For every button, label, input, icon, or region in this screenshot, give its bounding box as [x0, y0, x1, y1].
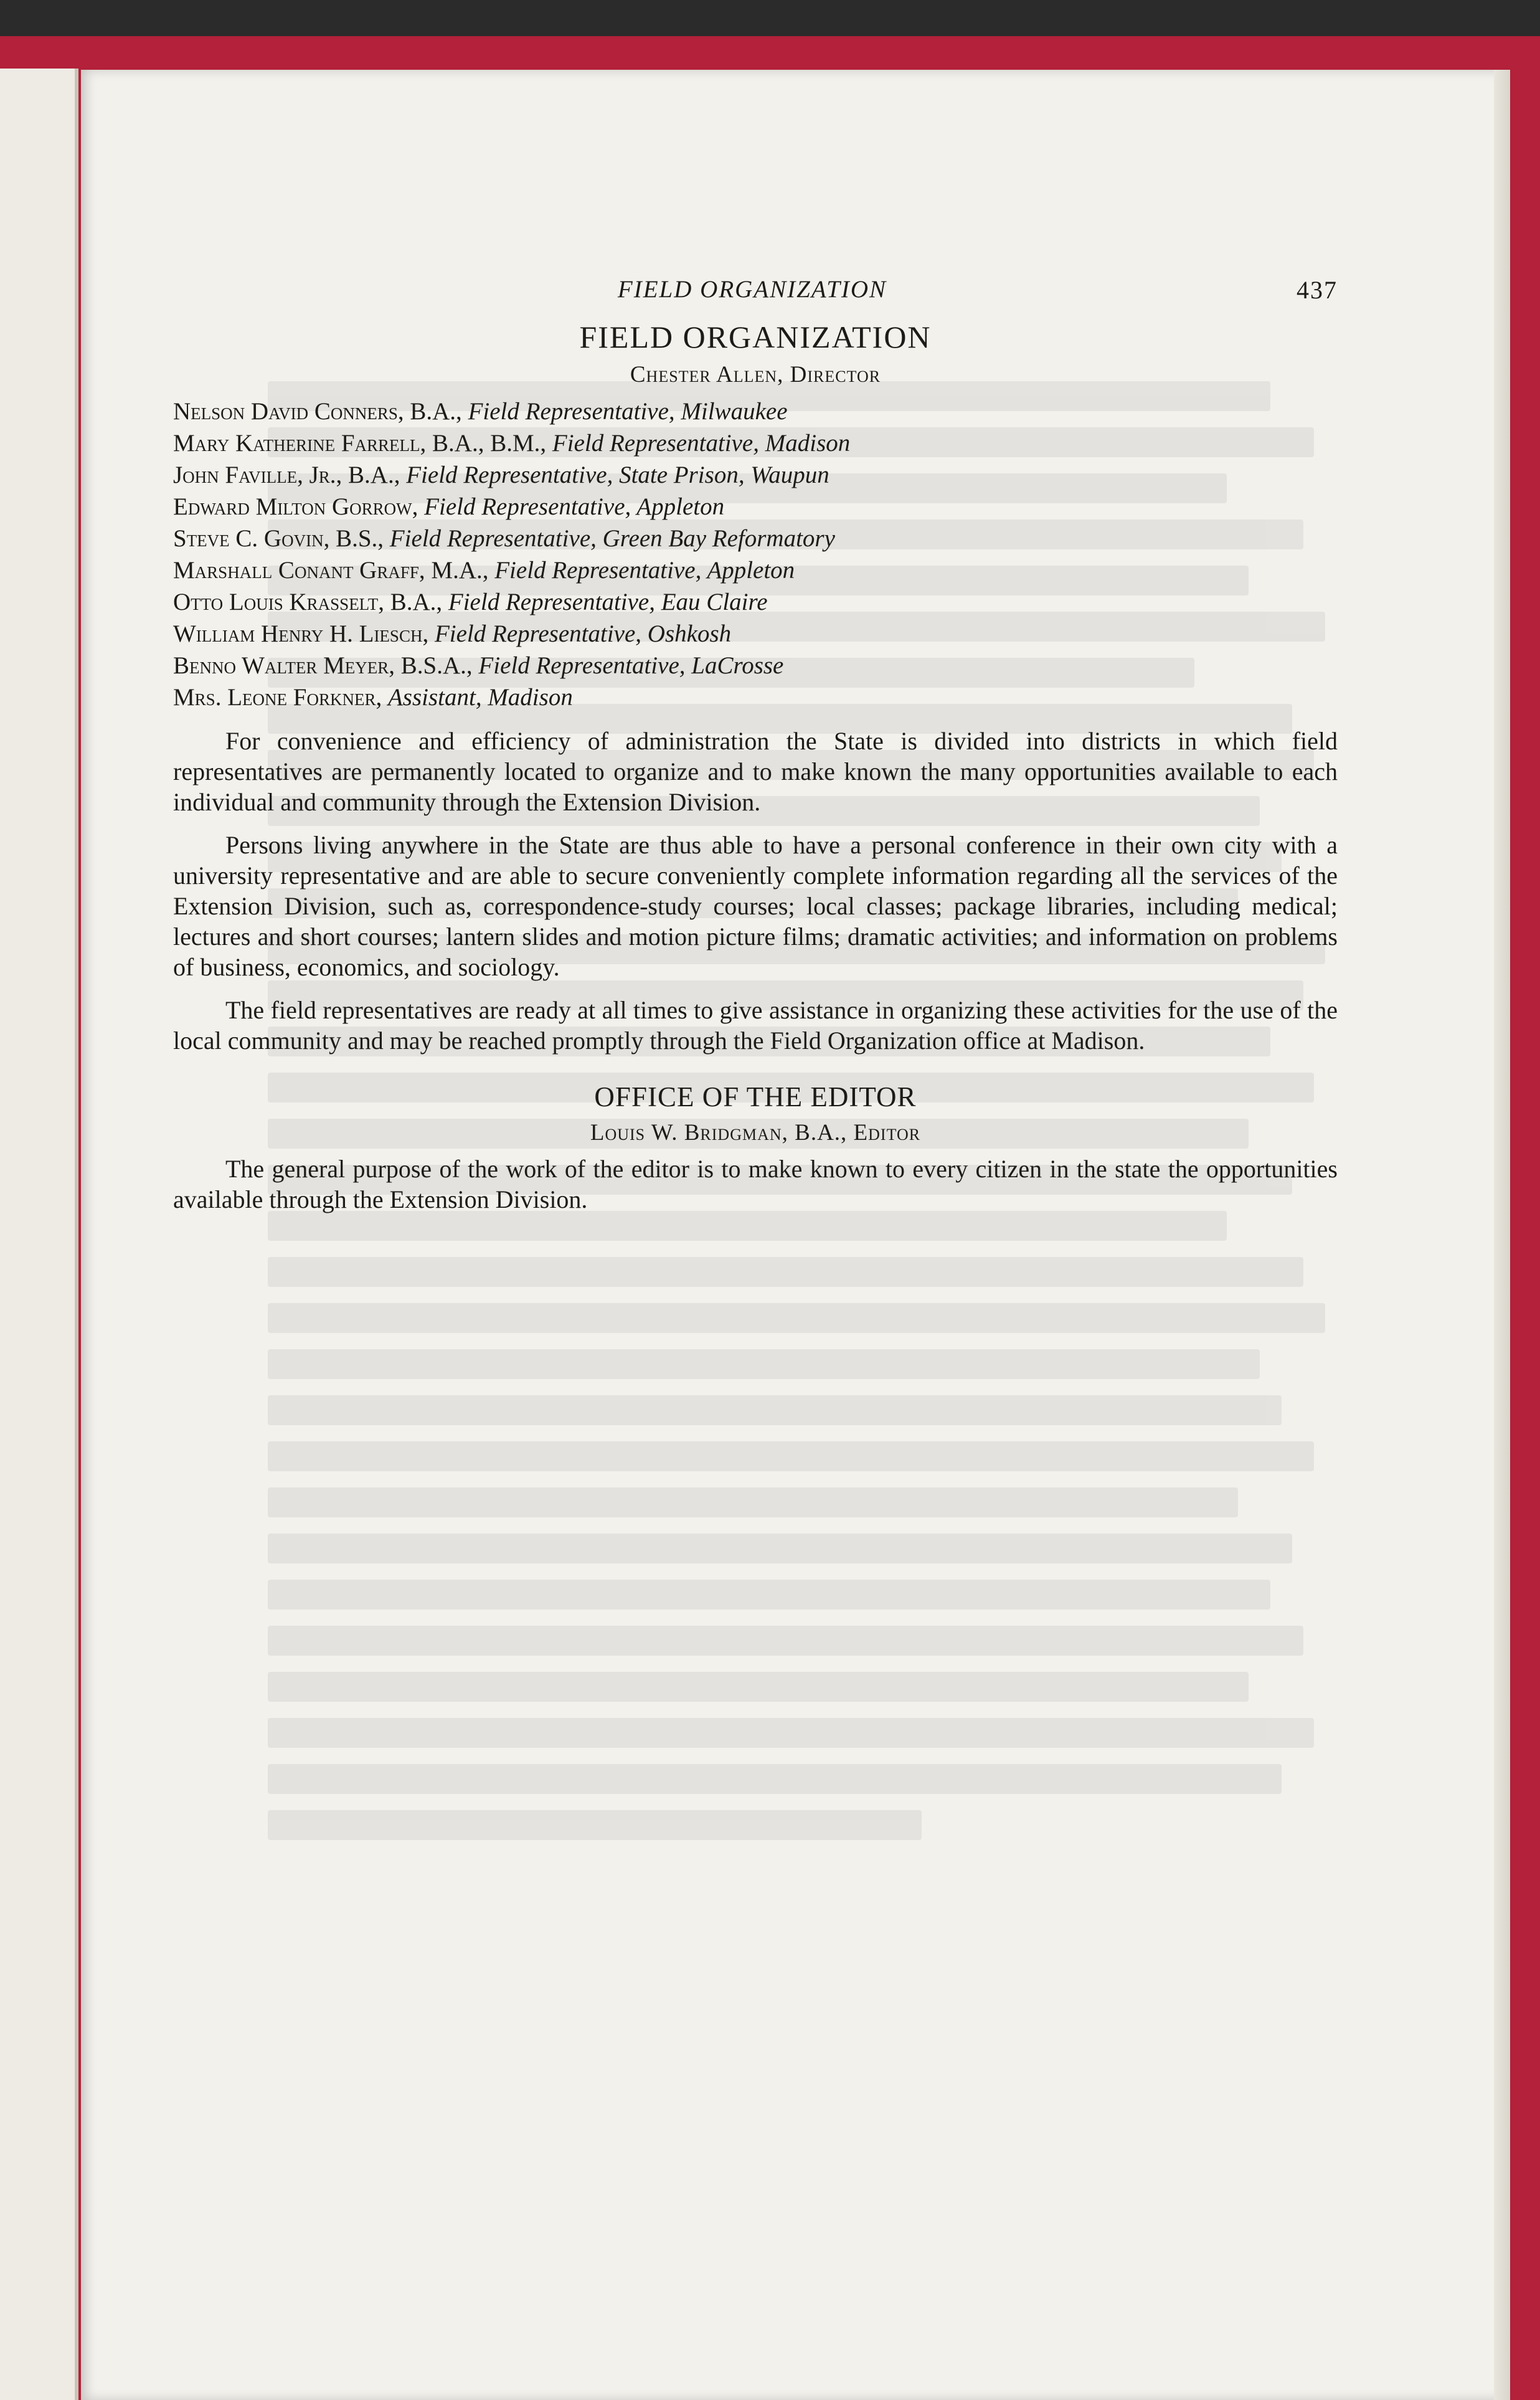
staff-role: Field Representative, Eau Claire	[448, 589, 768, 615]
staff-degree: , B.A.,	[397, 398, 468, 425]
staff-name: John Faville, Jr.	[173, 462, 336, 488]
staff-role: Field Representative, Appleton	[494, 557, 795, 584]
director-byline: Chester Allen, Director	[630, 362, 881, 387]
section-title-field-organization: FIELD ORGANIZATION	[579, 320, 932, 354]
staff-list	[173, 396, 1338, 713]
staff-degree: , B.S.A.,	[389, 652, 479, 679]
section-title-office-of-editor: OFFICE OF THE EDITOR	[594, 1081, 917, 1112]
staff-name: Mrs. Leone Forkner	[173, 684, 376, 711]
staff-name: Mary Katherine Farrell	[173, 430, 420, 457]
staff-degree: , B.A.,	[378, 589, 448, 615]
staff-role: Assistant, Madison	[387, 684, 573, 711]
staff-degree: , B.A.,	[336, 462, 407, 488]
staff-role: Field Representative, Milwaukee	[468, 398, 788, 425]
staff-role: Field Representative, Madison	[552, 430, 851, 457]
staff-degree: , M.A.,	[418, 557, 495, 584]
staff-degree: , B.S.,	[323, 525, 390, 552]
staff-entry	[173, 650, 1338, 681]
staff-name: Nelson David Conners	[173, 398, 398, 425]
staff-role: Field Representative, LaCrosse	[478, 652, 784, 679]
body-paragraph: The general purpose of the work of the editor is to make known to every citizen in the state the opportunities available through the Extension Division.	[173, 1155, 1338, 1213]
staff-degree: ,	[376, 684, 388, 711]
running-header	[173, 275, 1338, 319]
running-header-title: FIELD ORGANIZATION	[617, 276, 887, 303]
staff-name: Benno Walter Meyer	[173, 652, 389, 679]
staff-entry	[173, 491, 1338, 523]
staff-degree: , B.A., B.M.,	[420, 430, 552, 457]
staff-entry	[173, 396, 1338, 427]
staff-role: Field Representative, State Prison, Waupun	[406, 462, 829, 488]
editor-byline: Louis W. Bridgman, B.A., Editor	[590, 1120, 921, 1145]
staff-entry	[173, 618, 1338, 650]
staff-role: Field Representative, Green Bay Reformatory	[389, 525, 835, 552]
staff-name: Marshall Conant Graff	[173, 557, 419, 584]
staff-entry	[173, 681, 1338, 713]
staff-entry	[173, 523, 1338, 554]
body-paragraph: Persons living anywhere in the State are thus able to have a personal conference in their own city with a university representative and are able to secure conveniently complete information regarding all the services of the Extension Division, such as, correspondence-study courses; local classes; package libraries, including medical; lectures and short courses; lantern slides and motion picture films; dramatic activities; and information on problems of business, economics, and sociology.	[173, 831, 1338, 981]
page-number: 437	[1297, 276, 1338, 304]
page-fore-edge	[1494, 70, 1510, 2400]
staff-degree: ,	[412, 493, 425, 520]
body-paragraph: For convenience and efficiency of administration the State is divided into districts in which field representatives are permanently located to organize and to make known the many opportunities available to each individual and community through the Extension Division.	[173, 727, 1338, 816]
staff-name: Otto Louis Krasselt	[173, 589, 379, 615]
staff-entry	[173, 554, 1338, 586]
page-content	[173, 275, 1338, 1227]
staff-entry	[173, 586, 1338, 618]
staff-entry	[173, 459, 1338, 491]
staff-name: William Henry H. Liesch	[173, 620, 423, 647]
staff-entry	[173, 427, 1338, 459]
body-paragraph: The field representatives are ready at all times to give assistance in organizing these activities for the use of the local community and may be reached promptly through the Field Organization office at Madison.	[173, 996, 1338, 1055]
staff-role: Field Representative, Appleton	[424, 493, 725, 520]
facing-page-edge	[0, 69, 78, 2400]
staff-name: Steve C. Govin	[173, 525, 324, 552]
staff-degree: ,	[422, 620, 435, 647]
staff-role: Field Representative, Oshkosh	[434, 620, 732, 647]
book-page	[81, 70, 1510, 2400]
staff-name: Edward Milton Gorrow	[173, 493, 412, 520]
